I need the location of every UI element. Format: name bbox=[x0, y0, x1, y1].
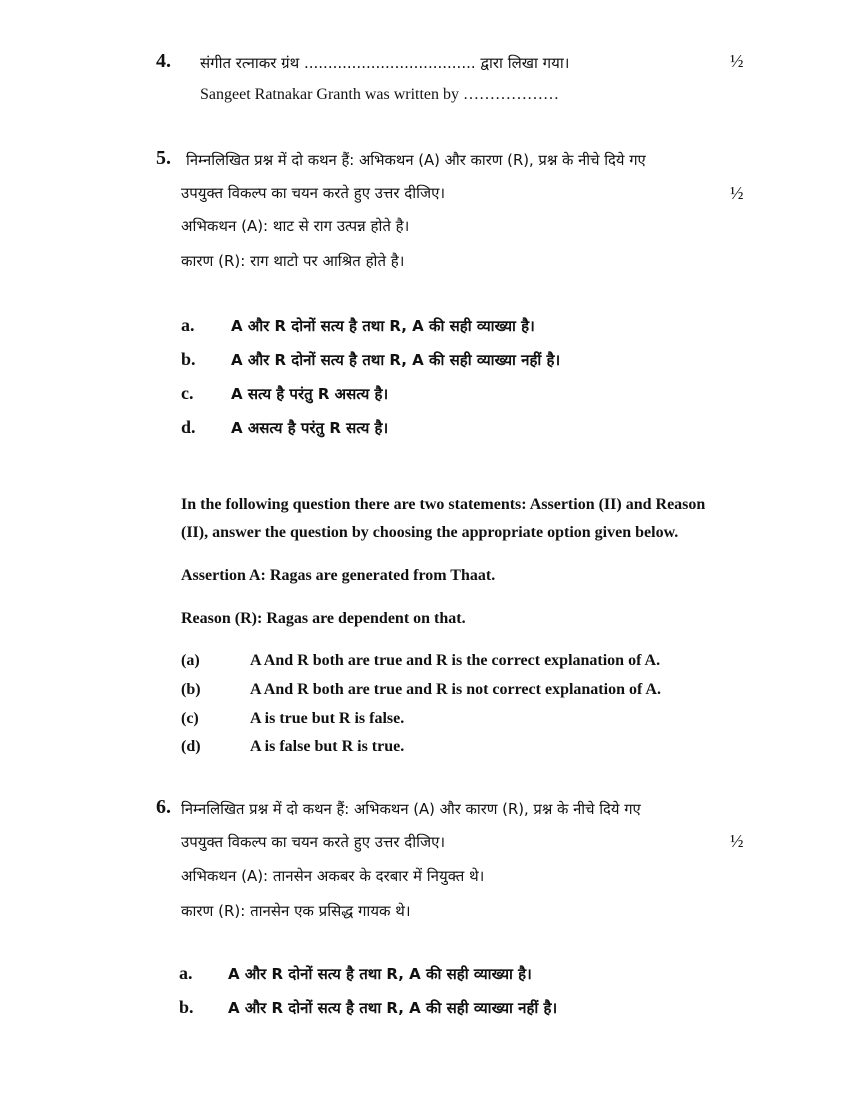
q5-hindi-line1: निम्नलिखित प्रश्न में दो कथन हैं: अभिकथन (A) और कारण (R), प्रश्न के नीचे दिये गए bbox=[186, 152, 646, 169]
q5-hindi-line2: उपयुक्त विकल्प का चयन करते हुए उत्तर दीजिए। bbox=[181, 184, 446, 202]
q5-option-d-letter: d. bbox=[181, 417, 196, 437]
q5-assertion-hi: अभिकथन (A): थाट से राग उत्पन्न होते है। bbox=[181, 217, 410, 235]
q5-english-line2: (II), answer the question by choosing the appropriate option given below. bbox=[181, 524, 679, 541]
q5-option-d-text: A असत्य है परंतु R सत्य है। bbox=[231, 419, 389, 437]
q5-english-reason: Reason (R): Ragas are dependent on that. bbox=[181, 610, 466, 627]
q6-hindi-line2: उपयुक्त विकल्प का चयन करते हुए उत्तर दीजिए। bbox=[181, 833, 446, 851]
q5-en-option-b-text: A And R both are true and R is not correct explanation of A. bbox=[250, 681, 661, 698]
q5-option-a-letter: a. bbox=[181, 315, 195, 335]
q5-english-assertion: Assertion A: Ragas are generated from Thaat. bbox=[181, 567, 496, 584]
q5-option-b-text: A और R दोनों सत्य है तथा R, A की सही व्याख्या नहीं है। bbox=[231, 351, 561, 369]
q5-option-c-letter: c. bbox=[181, 383, 194, 403]
q5-option-c-text: A सत्य है परंतु R असत्य है। bbox=[231, 385, 389, 403]
q4-number: 4. bbox=[156, 50, 171, 72]
q6-number: 6. bbox=[156, 796, 171, 818]
q4-marks: ½ bbox=[730, 51, 744, 71]
q6-option-b-text: A और R दोनों सत्य है तथा R, A की सही व्याख्या नहीं है। bbox=[228, 999, 558, 1017]
q5-en-option-d-letter: (d) bbox=[181, 738, 201, 755]
q5-en-option-a-text: A And R both are true and R is the correct explanation of A. bbox=[250, 652, 661, 669]
q5-marks: ½ bbox=[730, 183, 744, 203]
q5-english-line1: In the following question there are two statements: Assertion (II) and Reason bbox=[181, 496, 706, 513]
q6-reason-hi: कारण (R): तानसेन एक प्रसिद्ध गायक थे। bbox=[181, 902, 411, 920]
q6-option-a-text: A और R दोनों सत्य है तथा R, A की सही व्याख्या है। bbox=[228, 965, 532, 983]
q5-en-option-d-text: A is false but R is true. bbox=[250, 738, 405, 755]
q6-option-b-letter: b. bbox=[179, 997, 194, 1017]
q6-option-a-letter: a. bbox=[179, 963, 193, 983]
q5-option-a-text: A और R दोनों सत्य है तथा R, A की सही व्याख्या है। bbox=[231, 317, 535, 335]
q5-number: 5. bbox=[156, 147, 171, 169]
q6-marks: ½ bbox=[730, 831, 744, 851]
q5-option-b-letter: b. bbox=[181, 349, 196, 369]
q5-en-option-a-letter: (a) bbox=[181, 652, 200, 669]
q6-hindi-line1: निम्नलिखित प्रश्न में दो कथन हैं: अभिकथन (A) और कारण (R), प्रश्न के नीचे दिये गए bbox=[181, 801, 641, 818]
q4-english-text: Sangeet Ratnakar Granth was written by ……………… bbox=[200, 86, 560, 103]
q5-en-option-b-letter: (b) bbox=[181, 681, 201, 698]
q4-hindi-text: संगीत रत्नाकर ग्रंथ .................................... द्वारा लिखा गया। bbox=[200, 54, 570, 72]
q5-reason-hi: कारण (R): राग थाटो पर आश्रित होते है। bbox=[181, 252, 405, 270]
q5-en-option-c-letter: (c) bbox=[181, 710, 199, 727]
q6-assertion-hi: अभिकथन (A): तानसेन अकबर के दरबार में नियुक्त थे। bbox=[181, 867, 485, 885]
q5-en-option-c-text: A is true but R is false. bbox=[250, 710, 405, 727]
